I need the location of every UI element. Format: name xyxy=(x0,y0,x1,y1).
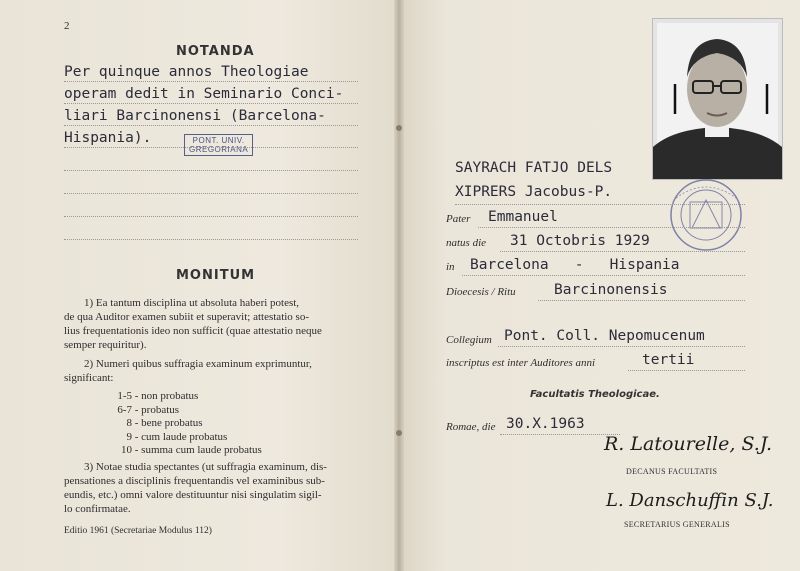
monitum-line: significant: xyxy=(64,372,114,384)
monitum-paragraph-3 xyxy=(64,460,364,516)
grade-row: 1-5 - non probatus xyxy=(117,390,199,402)
student-name-line-2: XIPRERS Jacobus-P. xyxy=(455,184,613,200)
university-stamp xyxy=(184,134,253,156)
dotted-line xyxy=(64,193,358,194)
monitum-paragraph-1 xyxy=(64,296,364,352)
book-gutter xyxy=(394,0,404,571)
notanda-heading: NOTANDA xyxy=(176,44,255,59)
dotted-line xyxy=(538,300,745,301)
dotted-line xyxy=(455,204,745,205)
monitum-line: 3) Notae studia spectantes (ut suffragia examinum, dis- xyxy=(84,461,327,473)
student-name-line-1: SAYRACH FATJO DELS xyxy=(455,160,613,176)
pater-value: Emmanuel xyxy=(488,209,558,225)
dotted-line xyxy=(64,216,358,217)
dean-title: DECANUS FACULTATIS xyxy=(626,467,718,476)
dotted-line xyxy=(628,370,745,371)
staple xyxy=(396,430,402,436)
natus-value: 31 Octobris 1929 xyxy=(510,233,650,249)
dotted-line xyxy=(500,434,620,435)
grade-row: 9 - cum laude probatus xyxy=(126,430,228,443)
dean-signature: R. Latourelle, S.J. xyxy=(604,433,773,455)
romae-label: Romae, die xyxy=(446,421,496,433)
edition-footer: Editio 1961 (Secretariae Modulus 112) xyxy=(64,526,212,536)
monitum-line: pensationes a disciplinis frequentandis vel examinibus sub- xyxy=(64,475,325,487)
dotted-line xyxy=(64,103,358,104)
dotted-line xyxy=(64,125,358,126)
monitum-line: lo confirmatae. xyxy=(64,503,131,515)
grade-row: 6-7 - probatus xyxy=(117,403,180,416)
monitum-line: 1) Ea tantum disciplina ut absoluta haberi potest, xyxy=(84,297,300,309)
student-photo xyxy=(652,18,783,180)
inscriptus-value: tertii xyxy=(642,352,695,368)
monitum-line: de qua Auditor examen subiit et superavit; attestatio so- xyxy=(64,311,309,323)
dotted-line xyxy=(498,346,745,347)
notanda-line: Hispania). xyxy=(64,130,152,146)
dotted-line xyxy=(478,227,745,228)
dotted-line xyxy=(462,275,745,276)
romae-value: 30.X.1963 xyxy=(506,416,585,432)
monitum-paragraph-2 xyxy=(64,357,364,385)
notanda-line: operam dedit in Seminario Conci- xyxy=(64,86,344,102)
notanda-line: liari Barcinonensi (Barcelona- xyxy=(64,108,326,124)
dioecesis-label: Dioecesis / Ritu xyxy=(446,286,516,298)
dotted-line xyxy=(64,170,358,171)
stamp-line: PONT. UNIV. xyxy=(192,136,245,145)
pater-label: Pater xyxy=(446,213,471,225)
inscriptus-label: inscriptus est inter Auditores anni xyxy=(446,357,596,369)
collegium-value: Pont. Coll. Nepomucenum xyxy=(504,328,705,344)
secretary-signature: L. Danschuffin S.J. xyxy=(606,490,774,511)
grade-row: 10 - summa cum laude probatus xyxy=(121,444,262,456)
dioecesis-value: Barcinonensis xyxy=(554,282,668,298)
monitum-heading: MONITUM xyxy=(176,268,256,283)
staple xyxy=(396,125,402,131)
secretary-title: SECRETARIUS GENERALIS xyxy=(624,520,730,529)
monitum-line: eundis, etc.) omni valore destituuntur nisi singulatim sigil- xyxy=(64,489,322,501)
in-label: in xyxy=(446,261,455,273)
dotted-line xyxy=(64,239,358,240)
university-seal xyxy=(652,178,760,252)
dotted-line xyxy=(500,251,745,252)
monitum-line: lius frequentationis ideo non sufficit (quae attestatio neque xyxy=(64,325,322,337)
collegium-label: Collegium xyxy=(446,334,492,346)
notanda-line: Per quinque annos Theologiae xyxy=(64,64,309,80)
facultas-text: Facultatis Theologicae. xyxy=(530,389,660,400)
grade-row: 8 - bene probatus xyxy=(126,417,203,429)
grades-list xyxy=(100,390,262,458)
natus-label: natus die xyxy=(446,237,487,249)
stamp-line: GREGORIANA xyxy=(189,145,249,154)
in-value: Barcelona - Hispania xyxy=(470,257,680,273)
dotted-line xyxy=(64,147,358,148)
monitum-line: 2) Numeri quibus suffragia examinum exprimuntur, xyxy=(84,358,312,370)
monitum-line: semper requiritur). xyxy=(64,339,147,351)
page-number: 2 xyxy=(64,20,70,32)
dotted-line xyxy=(64,81,358,82)
